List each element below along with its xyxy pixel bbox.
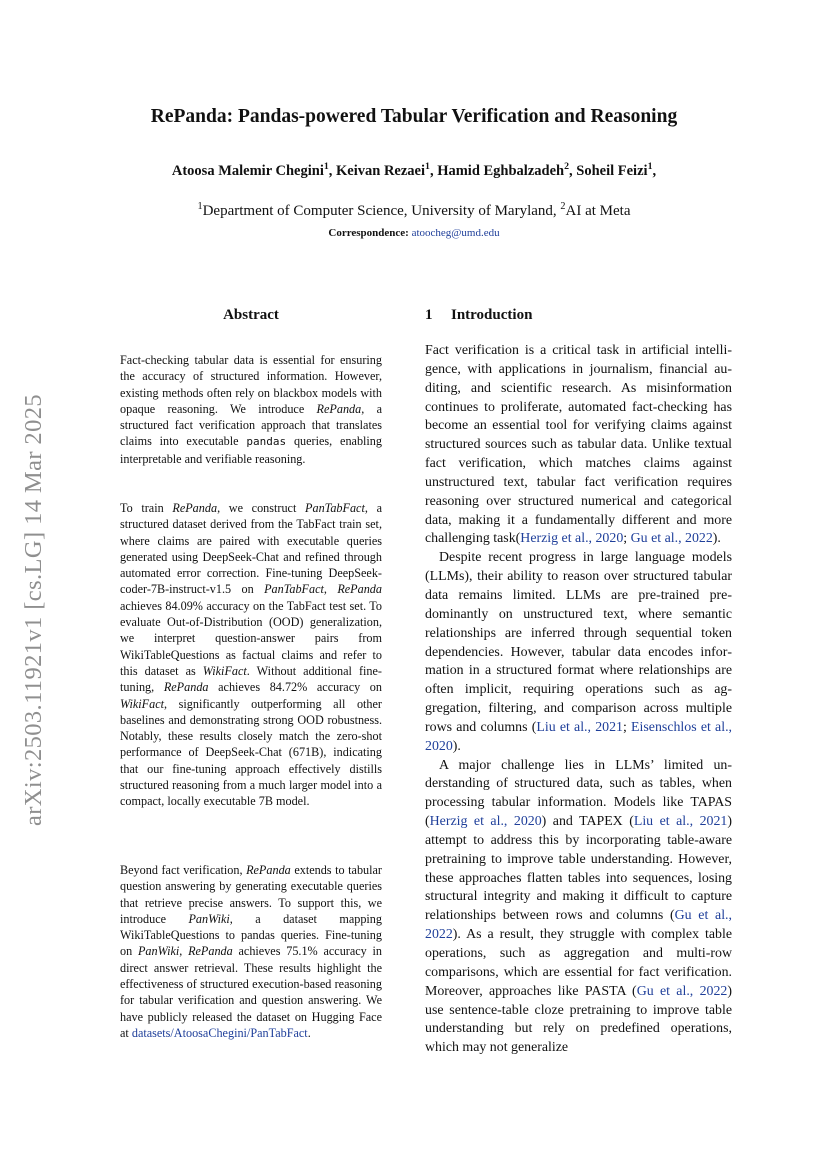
citation-link[interactable]: Eisenschlos et al., 2020 (425, 719, 733, 754)
correspondence-line (0, 227, 828, 239)
affiliation-meta: AI at Meta (565, 203, 631, 219)
author-separator: , (569, 163, 577, 179)
intro-paragraph-3: A major challenge lies in LLMs’ limited understanding of structured data, such as tables, when processing tabular information. Models like TAPAS (Herzig et al., 2020) and TAPEX (Liu et al., 2021) attempt to address this by incorporating table-aware pretraining to improve table understanding. However, these approaches flatten tables into sequences, losing structural integrity and making it difficult to capture relationships between rows and columns (Gu et al., 2022). As a result, they struggle with complex table operations, such as aggregation and multi-row comparisons, which are essential for fact verification. Moreover, approaches like PASTA (Gu et al., 2022) use sentence-table cloze pretraining to improve table understanding but rely on predefined operations, which may not generalize (425, 757, 732, 1056)
affiliations (0, 203, 828, 220)
author-name: Keivan Rezaei (336, 163, 426, 179)
author-separator: , (328, 163, 337, 179)
correspondence-label: Correspondence: (328, 227, 409, 239)
citation-link[interactable]: Gu et al., 2022 (425, 908, 732, 943)
introduction-body (425, 342, 732, 1058)
author-list (0, 163, 828, 180)
intro-paragraph-1: Fact verification is a critical task in artificial intelligence, with applications in journalism, financial auditing, and scientific research. As misinformation continues to proliferate, automated fact-checking has become an essential tool for verifying claims against structured sources such as tabular data. Unlike textual fact verification, which matches claims against unstructured text, tabular fact verification requires reasoning over structured numerical and categorical data, making it a fundamentally different and more challenging task(Herzig et al., 2020; Gu et al., 2022). (425, 343, 732, 547)
author-separator: , (429, 163, 438, 179)
author-name: Hamid Eghbalzadeh (437, 163, 565, 179)
section-heading-introduction (425, 307, 532, 324)
author-affiliation-mark: 1 (425, 161, 430, 173)
abstract-paragraph-2: To train RePanda, we construct PanTabFact, a structured dataset derived from the TabFact train set, where claims are paired with executable queries generated using DeepSeek-Chat and refined through automated error correction. Fine-tuning DeepSeek-coder-7B-instruct-v1.5 on PanTabFact, RePanda achieves 84.09% accuracy on the TabFact test set. To evaluate Out-of-Distribution (OOD) generalization, we interpret question-answer pairs from WikiTableQuestions as factual claims and refer to this dataset as WikiFact. Without additional fine-tuning, RePanda achieves 84.72% accuracy on WikiFact, significantly outperforming all other baselines and demonstrating strong OOD robustness. Notably, these results closely match the zero-shot performance of DeepSeek-Chat (671B), indicating that our fine-tuning approach effectively distills structured reasoning from a much larger model into a compact, locally executable 7B model. (120, 501, 382, 809)
citation-link[interactable]: Herzig et al., 2020 (429, 814, 542, 830)
author-affiliation-mark: 2 (564, 161, 570, 173)
abstract-paragraph-1: Fact-checking tabular data is essential for ensuring the accuracy of structured information. However, existing methods often rely on blackbox models with opaque reasoning. We introduce RePanda, a structured fact verification approach that translates claims into executable pandas queries, enabling interpretable and verifiable reasoning. (120, 353, 382, 466)
citation-link[interactable]: Liu et al., 2021 (633, 814, 728, 830)
author-name: Soheil Feizi (576, 163, 648, 179)
citation-link[interactable]: Herzig et al., 2020 (520, 531, 624, 547)
affiliation-umd: Department of Computer Science, University of Maryland, (202, 203, 561, 219)
abstract-heading: Abstract (223, 307, 279, 323)
author-name: Atoosa Malemir Chegini (171, 163, 324, 179)
author-affiliation-mark: 1 (647, 161, 653, 173)
correspondence-email-link[interactable]: atoocheg@umd.edu (411, 227, 500, 239)
author-affiliation-mark: 1 (323, 161, 329, 173)
intro-paragraph-2: Despite recent progress in large language models (LLMs), their ability to reason over structured tabular data remains limited. LLMs are pre-trained predominantly on unstructured text, where semantic relationships are inferred through sequential token dependencies. However, tabular data encodes information in a structured format where relationships are often implicit, requiring operations such as aggregation, filtering, and comparison across multiple rows and columns (Liu et al., 2021; Eisenschlos et al., 2020). (425, 550, 733, 754)
section-number: 1 (425, 307, 433, 323)
section-title: Introduction (451, 307, 533, 323)
arxiv-identifier: arXiv:2503.11921v1 [cs.LG] 14 Mar 2025 (20, 393, 47, 827)
abstract-paragraph-3: Beyond fact verification, RePanda extends to tabular question answering by generating executable queries that retrieve precise answers. To support this, we introduce PanWiki, a dataset mapping WikiTableQuestions to pandas queries. Fine-tuning on PanWiki, RePanda achieves 75.1% accuracy in direct answer retrieval. These results highlight the effectiveness of structured execution-based reasoning for tabular verification and question answering. We have publicly released the dataset on Hugging Face at datasets/AtoosaChegini/PanTabFact. (120, 863, 382, 1040)
affiliation-mark: 2 (560, 201, 566, 212)
dataset-link[interactable]: datasets/AtoosaChegini/PanTabFact (131, 1025, 308, 1040)
citation-link[interactable]: Gu et al., 2022 (630, 531, 713, 547)
affiliation-mark: 1 (197, 201, 203, 212)
citation-link[interactable]: Gu et al., 2022 (636, 983, 728, 999)
author-separator: , (652, 163, 657, 179)
arxiv-identifier-sidebar (10, 350, 58, 870)
citation-link[interactable]: Liu et al., 2021 (536, 719, 623, 735)
paper-title: RePanda: Pandas-powered Tabular Verification and Reasoning (150, 106, 678, 127)
